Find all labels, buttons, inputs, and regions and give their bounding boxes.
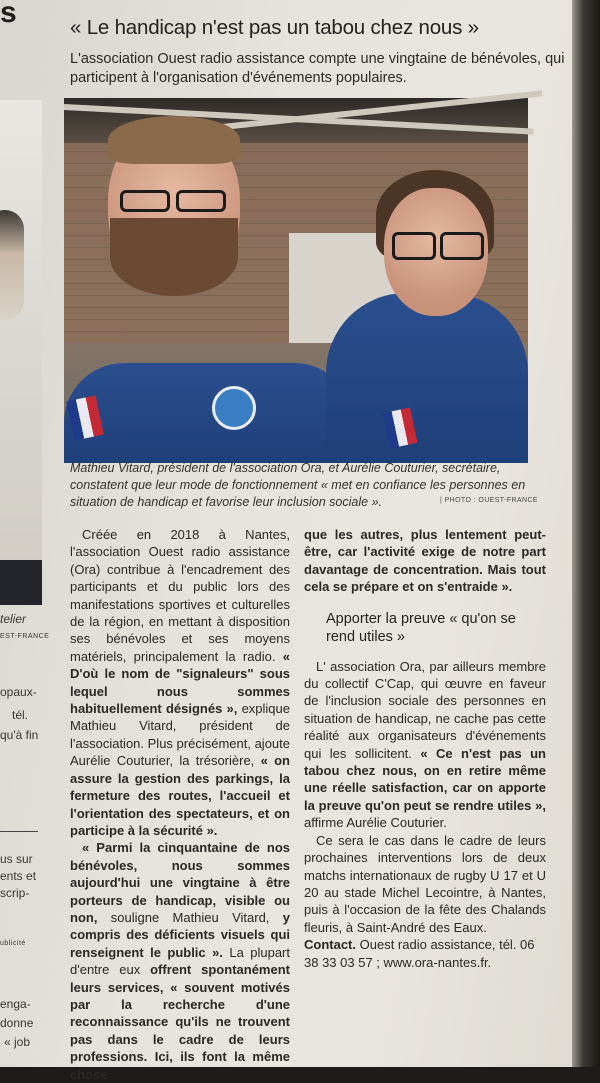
adjacent-text-fragment: ublicité (0, 940, 26, 947)
adjacent-column (0, 0, 50, 1067)
paragraph: L' association Ora, par ailleurs membre du collectif C'Cap, qui œuvre en faveur de l'inclusion sociale des personnes en situation de handicap, ne cache pas cette réalité aux organisateurs d'événements qui les sollicitent. « Ce n'est pas un tabou chez nous, on en retire même une réelle satisfaction, car on apporte la preuve qu'on peut se rendre utiles », affirme Aurélie Couturier. (304, 658, 546, 831)
adjacent-text-fragment: tél. (12, 708, 29, 722)
photo-caption: Mathieu Vitard, président de l'association Ora, et Aurélie Couturier, secrétaire, constatent que leur mode de fonctionnement « met en confiance les personnes en situation de handicap et favorise leur inclusion sociale ». (70, 461, 526, 509)
adjacent-text-fragment: ents et (0, 869, 37, 883)
article-column-2 (304, 526, 546, 971)
adjacent-text-fragment: scrip- (0, 886, 30, 900)
adjacent-text-fragment: « job (4, 1035, 31, 1049)
article-lede: L'association Ouest radio assistance compte une vingtaine de bénévoles, qui participent à l'organisation d'événements populaires. (70, 51, 565, 86)
adjacent-text-fragment: EST-FRANCE (0, 633, 50, 640)
paragraph: « Parmi la cinquantaine de nos bénévoles, nous sommes aujourd'hui une vingtaine à être porteurs de handicap, visible ou non, souligne Mathieu Vitard, y compris des déficients visuels qui renseignent le public ». La plupart d'entre eux offrent spontanément leurs services, « souvent motivés par la recherche d'une reconnaissance qu'ils ne trouvent pas dans le cadre de leurs professions. Ici, ils font la même chose (70, 840, 290, 1082)
adjacent-text-fragment: opaux- (0, 685, 37, 699)
adjacent-text-fragment: enga- (0, 997, 31, 1011)
paragraph: que les autres, plus lentement peut-être, car l'activité exige de notre part davantage de concentration. Mais tout cela se prépare et on s'entraide ». (304, 527, 546, 595)
subheading: Apporter la preuve « qu'on se rend utiles » (326, 610, 516, 645)
glasses-icon (120, 190, 170, 212)
divider (0, 831, 38, 832)
adjacent-text-fragment: telier (0, 612, 27, 626)
paragraph: Créée en 2018 à Nantes, l'association Ouest radio assistance (Ora) contribue à l'encadrement des participants et du public lors des manifestations sportives et culturelles de la région, en mettant à disposition ses bénévoles et ses moyens matériels, principalement la radio. « D'où le nom de "signaleurs" sous lequel nous sommes habituellement désignés », explique Mathieu Vitard, président de l'association. Plus précisément, ajoute Aurélie Couturier, la trésorière, « on assure la gestion des parkings, la fermeture des routes, l'accueil et l'orientation des spectateurs, et on participe à la sécurité ». (70, 527, 290, 838)
article-photo (64, 98, 528, 455)
ora-logo-icon (212, 386, 256, 430)
contact-info: Contact. Ouest radio assistance, tél. 06 38 33 03 57 ; www.ora-nantes.fr. (304, 937, 535, 970)
adjacent-photo (0, 100, 42, 605)
adjacent-text-fragment: qu'à fin (0, 728, 39, 742)
adjacent-text-fragment: donne (0, 1016, 34, 1030)
article-headline: « Le handicap n'est pas un tabou chez nous » (70, 16, 479, 39)
woman-jacket (326, 293, 528, 463)
adjacent-headline-fragment: s (0, 0, 17, 29)
man-jacket (64, 363, 354, 463)
paragraph: Ce sera le cas dans le cadre de leurs prochaines interventions lors de deux matchs internationaux de rugby U 17 et U 20 au stade Michel Lecointre, à Nantes, puis à l'occasion de la fête des Chalands fleuris, à Saint-André des Eaux. (304, 832, 546, 935)
photo-credit: | PHOTO : OUEST-FRANCE (440, 497, 538, 504)
page-edge-shadow (572, 0, 600, 1067)
article-column-1 (70, 526, 290, 1083)
adjacent-text-fragment: us sur (0, 852, 33, 866)
